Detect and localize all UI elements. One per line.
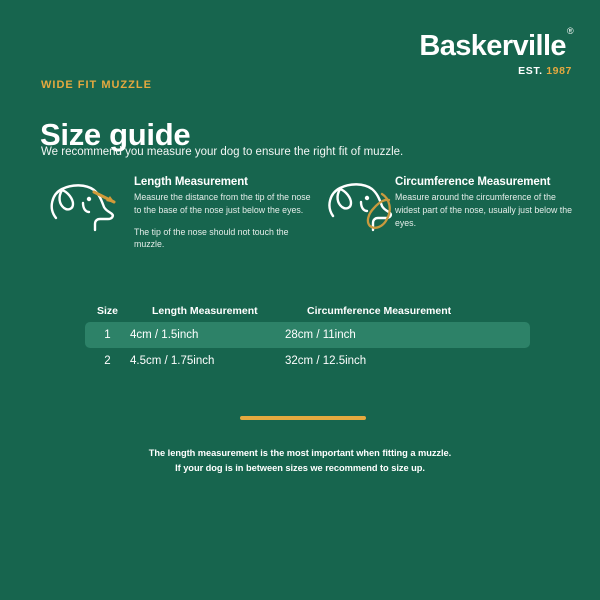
brand-established (419, 65, 572, 77)
gold-arrow-icon (94, 192, 115, 203)
length-measurement-body-2: The tip of the nose should not touch the muzzle. (134, 226, 289, 250)
table-header-circumference: Circumference Measurement (307, 305, 452, 317)
cell-length: 4cm / 1.5inch (130, 329, 199, 341)
circumference-measurement-heading: Circumference Measurement (395, 176, 551, 188)
footer-line-2: If your dog is in between sizes we recommend to size up. (175, 463, 425, 474)
page-subtitle: We recommend you measure your dog to ensure the right fit of muzzle. (41, 146, 404, 158)
footer-note (0, 446, 600, 477)
dog-head-length-arrow-icon (42, 178, 126, 236)
registered-trademark-icon: ® (566, 26, 573, 37)
gold-divider (240, 416, 366, 420)
est-year: 1987 (546, 65, 572, 77)
page-title: Size guide (40, 116, 191, 152)
table-header-row (85, 300, 530, 322)
circumference-measurement-text (395, 176, 575, 229)
length-measurement-text (134, 176, 314, 251)
cell-circumference: 28cm / 11inch (285, 329, 356, 341)
eyebrow-label: WIDE FIT MUZZLE (41, 79, 152, 91)
length-measurement-body-1: Measure the distance from the tip of the nose to the base of the nose just below the eyes. (134, 192, 311, 215)
cell-circumference: 32cm / 12.5inch (285, 355, 367, 367)
brand-name (419, 26, 573, 62)
table-header-length: Length Measurement (152, 305, 258, 317)
brand-name-text: Baskerville (419, 30, 566, 62)
table-row[interactable] (85, 348, 530, 374)
circumference-measurement-body-1: Measure around the circumference of the widest part of the nose, usually just below the eyes. (395, 192, 573, 228)
size-table (85, 300, 530, 374)
brand-logo (419, 26, 573, 77)
table-row[interactable] (85, 322, 530, 348)
footer-line-1: The length measurement is the most important when fitting a muzzle. (148, 448, 452, 458)
est-label: EST. (518, 65, 543, 77)
cell-size: 1 (104, 329, 111, 341)
cell-size: 2 (104, 355, 111, 367)
cell-length: 4.5cm / 1.75inch (130, 355, 215, 367)
table-header-size: Size (96, 305, 118, 317)
length-measurement-heading: Length Measurement (134, 176, 248, 188)
